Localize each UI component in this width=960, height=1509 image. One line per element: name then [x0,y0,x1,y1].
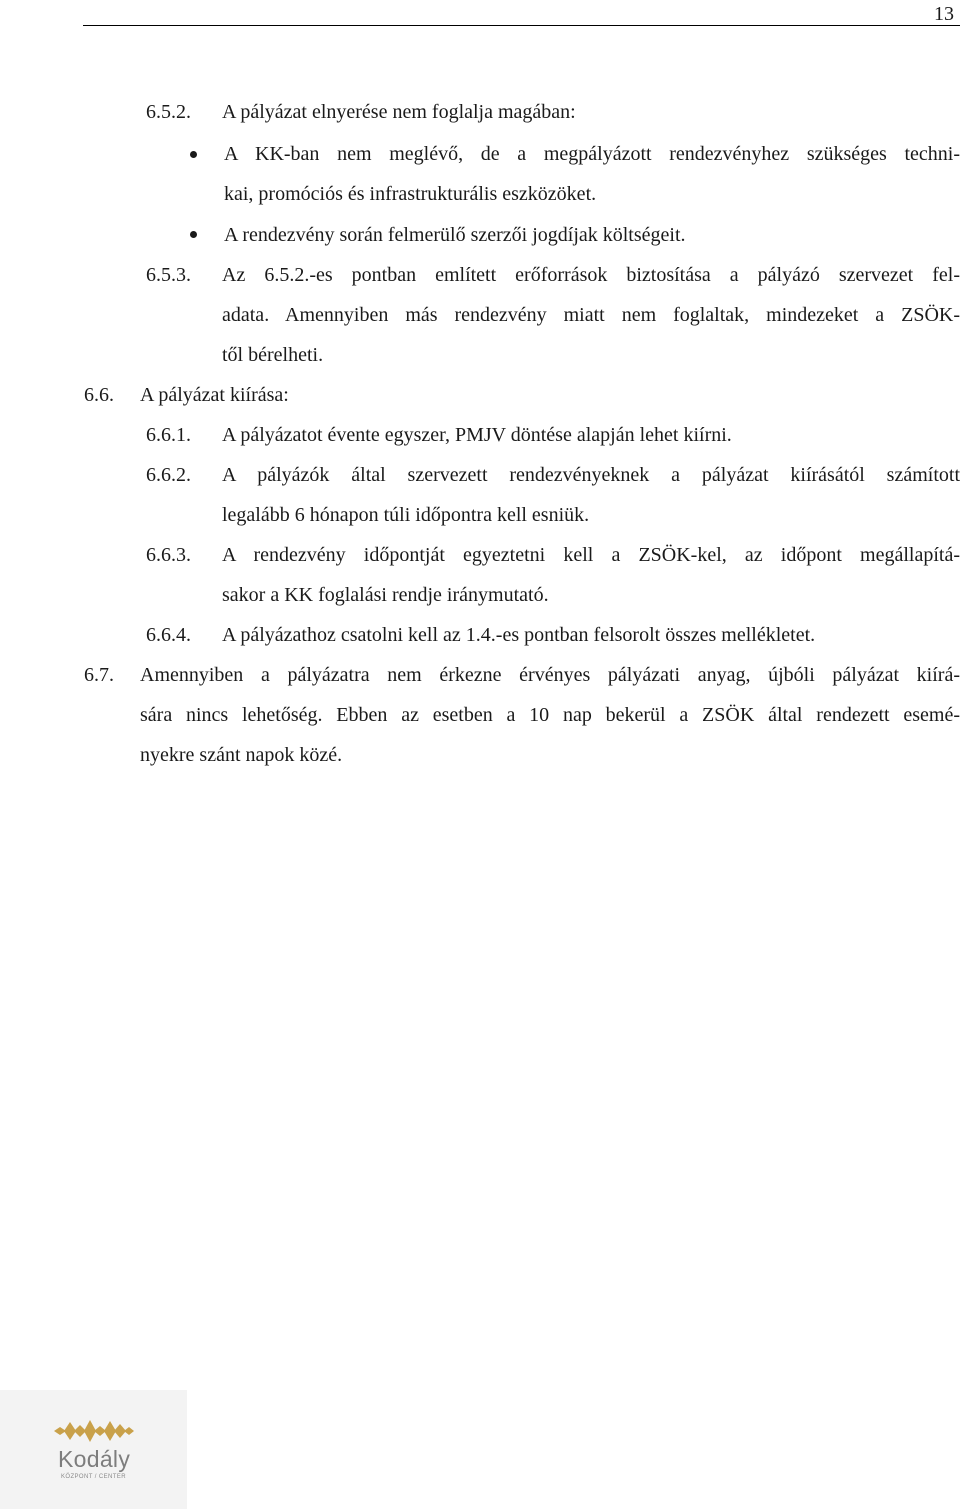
header-rule [83,25,960,26]
logo-subtitle: KÖZPONT / CENTER [61,1474,126,1480]
section-text-6-6-3-line-1: A rendezvény időpontját egyeztetni kell a ZSÖK-kel, az időpont megállapítá- [222,544,960,566]
section-text-6-7-line-2: sára nincs lehetőség. Ebben az esetben a 10 nap bekerül a ZSÖK által rendezett esemé- [140,704,960,726]
bullet-text-1-line-1: A KK-ban nem meglévő, de a megpályázott rendezvényhez szükséges techni- [224,143,960,165]
section-text-6-5-3-line-2: adata. Amennyiben más rendezvény miatt nem foglaltak, mindezeket a ZSÖK- [222,304,960,326]
section-text-6-6-4: A pályázathoz csatolni kell az 1.4.-es pontban felsorolt összes mellékletet. [222,624,816,646]
section-text-6-7-line-3: nyekre szánt napok közé. [140,744,343,766]
section-text-6-6-3-line-2: sakor a KK foglalási rendje iránymutató. [222,584,549,606]
section-number-6-5-3: 6.5.3. [146,264,191,286]
section-text-6-7-line-1: Amennyiben a pályázatra nem érkezne érvényes pályázati anyag, újbóli pályázat kiírá- [140,664,960,686]
section-text-6-5-2: A pályázat elnyerése nem foglalja magában: [222,101,576,123]
section-text-6-5-3-line-1: Az 6.5.2.-es pontban említett erőforrások biztosítása a pályázó szervezet fel- [222,264,960,286]
section-text-6-6-2-line-1: A pályázók által szervezett rendezvényeknek a pályázat kiírásától számított [222,464,960,486]
section-heading-6-6: A pályázat kiírása: [140,384,289,406]
section-text-6-5-3-line-3: től bérelheti. [222,344,324,366]
section-text-6-6-1: A pályázatot évente egyszer, PMJV döntése alapján lehet kiírni. [222,424,732,446]
bullet-text-2: A rendezvény során felmerülő szerzői jogdíjak költségeit. [224,224,686,246]
page-number: 13 [934,3,954,25]
section-number-6-6-4: 6.6.4. [146,624,191,646]
section-number-6-7: 6.7. [84,664,114,686]
kodaly-logo-mark-icon [52,1418,136,1444]
bullet-icon [190,151,197,158]
logo-wordmark: Kodály [58,1446,131,1472]
section-number-6-5-2: 6.5.2. [146,101,191,123]
section-number-6-6-1: 6.6.1. [146,424,191,446]
section-number-6-6-3: 6.6.3. [146,544,191,566]
bullet-icon [190,231,197,238]
section-number-6-6: 6.6. [84,384,114,406]
bullet-text-1-line-2: kai, promóciós és infrastrukturális eszközöket. [224,183,597,205]
section-number-6-6-2: 6.6.2. [146,464,191,486]
section-text-6-6-2-line-2: legalább 6 hónapon túli időpontra kell esniük. [222,504,590,526]
